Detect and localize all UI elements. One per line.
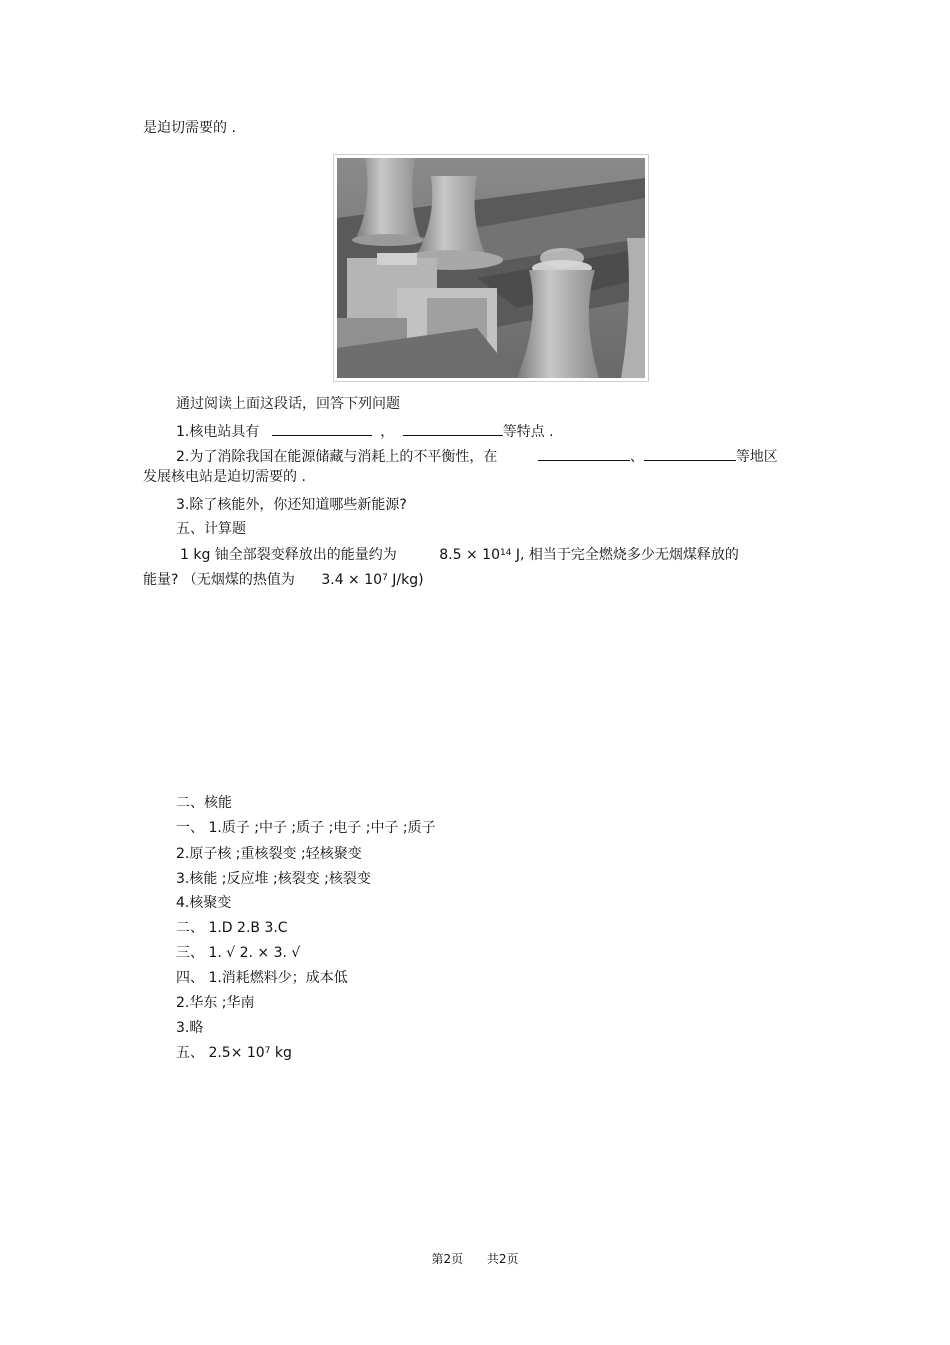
answer-last-exp: 7: [264, 1046, 271, 1056]
answer-line: 2.华东 ;华南: [176, 995, 255, 1011]
q1-sep: ，: [380, 424, 395, 440]
q1-blank-1: [272, 421, 372, 436]
q2-prefix: 2.为了消除我国在能源储藏与消耗上的不平衡性，在: [176, 449, 498, 465]
question-1: [176, 421, 554, 442]
answer-last-unit: kg: [270, 1045, 292, 1061]
answer-last: [176, 1043, 292, 1063]
question-2-line2: 发展核电站是迫切需要的 .: [143, 469, 306, 485]
question-3: 3.除了核能外，你还知道哪些新能源?: [176, 497, 407, 513]
calc-part2: J, 相当于完全燃烧多少无烟煤释放的: [511, 547, 739, 563]
q1-prefix: 1.核电站具有: [176, 424, 260, 440]
calc-mantissa: 8.5 × 10: [439, 547, 500, 563]
nuclear-plant-photo: [333, 154, 649, 382]
q2-blank-2: [644, 446, 736, 461]
answers-title: 二、核能: [176, 795, 232, 811]
q1-suffix: 等特点 .: [502, 424, 554, 440]
calc-question-line1: [180, 545, 739, 565]
q1-blank-2: [403, 421, 503, 436]
section-5-title: 五、计算题: [176, 521, 246, 537]
reading-intro: 通过阅读上面这段话，回答下列问题: [176, 396, 400, 412]
answer-last-prefix: 五、 2.5× 10: [176, 1045, 265, 1061]
calc-exp1: 14: [499, 548, 512, 558]
q2-suffix: 等地区: [735, 449, 778, 465]
q2-sep: 、: [629, 449, 644, 465]
continued-text: 是迫切需要的 .: [143, 120, 236, 136]
answer-line: 二、 1.D 2.B 3.C: [176, 920, 288, 936]
calc-line2-prefix: 能量? （无烟煤的热值为: [143, 572, 295, 588]
calc-question-line2: [143, 570, 424, 590]
page-footer: [0, 1250, 950, 1267]
answer-line: 四、 1.消耗燃料少；成本低: [176, 970, 348, 986]
q2-blank-1: [538, 446, 630, 461]
answer-line: 3.略: [176, 1020, 204, 1036]
answer-line: 4.核聚变: [176, 895, 232, 911]
calc-value2: 3.4 × 10: [321, 572, 383, 588]
answer-line: 一、 1.质子 ;中子 ;质子 ;电子 ;中子 ;质子: [176, 820, 436, 836]
calc-part1: 1 kg 铀全部裂变释放出的能量约为: [180, 547, 397, 563]
question-2: [176, 446, 778, 467]
answer-line: 2.原子核 ;重核裂变 ;轻核聚变: [176, 846, 362, 862]
answer-line: 3.核能 ;反应堆 ;核裂变 ;核裂变: [176, 871, 371, 887]
answer-line: 三、 1. √ 2. × 3. √: [176, 945, 301, 961]
calc-exp2: 7: [382, 573, 388, 583]
calc-unit2: J/kg): [387, 572, 424, 588]
page-number: 第2页: [431, 1252, 464, 1266]
page-total: 共2页: [486, 1252, 519, 1266]
